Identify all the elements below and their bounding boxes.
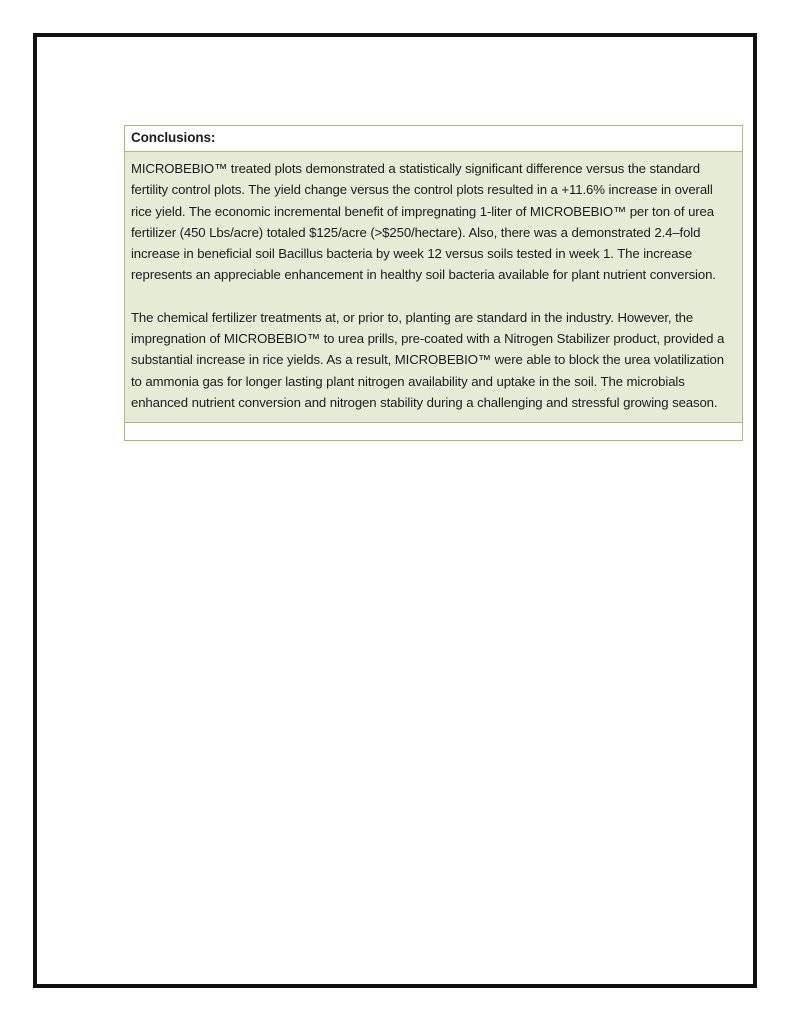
- conclusions-header-row: [125, 126, 742, 152]
- conclusions-box: [124, 125, 743, 441]
- conclusions-body-row: [125, 152, 742, 423]
- conclusions-footer-row: [125, 423, 742, 440]
- conclusions-paragraph-2: The chemical fertilizer treatments at, or prior to, planting are standard in the industry. However, the impregnation of MICROBEBIO™ to urea prills, pre-coated with a Nitrogen Stabilizer product, provided a substantial increase in rice yields. As a result, MICROBEBIO™ were able to block the urea volatilization to ammonia gas for longer lasting plant nitrogen availability and uptake in the soil. The microbials enhanced nutrient conversion and nitrogen stability during a challenging and stressful growing season.: [131, 309, 725, 410]
- conclusions-heading: Conclusions:: [131, 130, 216, 145]
- conclusions-paragraph-1: MICROBEBIO™ treated plots demonstrated a statistically significant difference versus the standard fertility control plots. The yield change versus the control plots resulted in a +11.6% increase in overall rice yield. The economic incremental benefit of impregnating 1-liter of MICROBEBIO™ per ton of urea fertilizer (450 Lbs/acre) totaled $125/acre (>$250/hectare). Also, there was a demonstrated 2.4–fold increase in beneficial soil Bacillus bacteria by week 12 versus soils tested in week 1. The increase represents an appreciable enhancement in healthy soil bacteria available for plant nutrient conversion.: [131, 161, 716, 283]
- document-page-sheet: [33, 33, 757, 988]
- scan-left-margin: [0, 0, 33, 1024]
